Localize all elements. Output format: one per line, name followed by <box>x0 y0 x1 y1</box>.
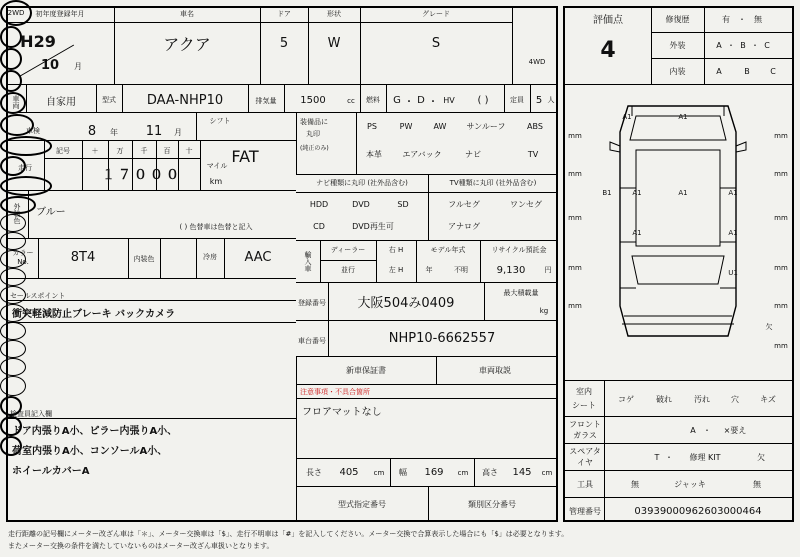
front-glass-x: ×要え <box>723 425 747 435</box>
displacement-value: 1500 <box>300 94 326 106</box>
repair-dot: ・ <box>738 14 746 24</box>
use-value: 自家用 <box>46 96 76 108</box>
manual-label: 車両取説 <box>479 365 511 375</box>
shift-value: FAT <box>231 146 259 166</box>
diagram-mark-a1-m3: A1 <box>728 189 738 197</box>
mileage-mark-label: 記号 <box>56 147 70 155</box>
jack-label: ジャッキ <box>674 479 706 489</box>
footer-line-1: 走行距離の記号欄にメーター改ざん車は「＊」、メーター交換車は「$」、走行不明車は「#」を記入してください。メーター交換で合算表示した場合にも「$」は必要となります。 <box>8 530 569 538</box>
door-label: ドア <box>277 10 291 18</box>
capacity-value: 5 <box>535 94 543 106</box>
mileage-mile: マイル <box>206 162 228 170</box>
navi-dvd-play: DVD再生可 <box>352 221 394 231</box>
color-no-value: 8T4 <box>70 249 96 265</box>
fuel-dot2: ・ <box>428 96 438 108</box>
diagram-mm-left-1: mm <box>568 132 582 140</box>
equip-sunroof: サンルーフ <box>466 121 506 131</box>
equip-navi: ナビ <box>465 149 481 159</box>
spare-tire-x: 欠 <box>757 452 765 462</box>
capacity-unit: 人 <box>547 96 555 104</box>
width-value: 169 <box>424 466 444 478</box>
import-label: 輸入車 <box>304 250 312 272</box>
floor-mat-note: フロアマットなし <box>302 406 382 418</box>
fuel-dot1: ・ <box>404 96 414 108</box>
height-value: 145 <box>512 466 532 478</box>
equip-abs: ABS <box>527 121 543 131</box>
tools-label: 工具 <box>577 479 593 489</box>
rating-title: 評価点 <box>593 14 623 26</box>
inspection-note-3: ホイールカバーA <box>12 465 90 477</box>
height-unit: cm <box>541 469 553 477</box>
inspection-label: 車検 <box>26 127 40 135</box>
height-label: 高さ <box>482 467 498 477</box>
repair-label: 修復歴 <box>665 14 690 24</box>
diagram-mark-u1: U1 <box>728 269 738 277</box>
interior-koge: コゲ <box>618 394 634 404</box>
exterior-color-value: ブルー <box>36 206 66 218</box>
mileage-value: １７０００ <box>101 167 182 183</box>
diagram-mm-left-5: mm <box>568 302 582 310</box>
interior-c: C <box>770 66 776 76</box>
tv-oneseg: ワンセグ <box>510 199 542 209</box>
shift-label: シフト <box>209 117 231 125</box>
mileage-juu: 十 <box>185 147 193 155</box>
length-label: 長さ <box>306 467 322 477</box>
recycle-yen: 円 <box>544 266 552 274</box>
serial-label: 管理番号 <box>569 506 601 516</box>
front-glass-dot: ・ <box>703 425 711 435</box>
model-year-label: モデル年式 <box>430 246 466 254</box>
interior-label: 内装 <box>669 66 686 76</box>
max-load-kg: kg <box>539 307 549 315</box>
exterior-dot2: ・ <box>751 40 759 50</box>
tv-fullseg: フルセグ <box>448 199 480 209</box>
model-year-unit: 年 <box>425 266 433 274</box>
equip-label: 装備品に <box>300 118 328 126</box>
equip-ps: PS <box>367 121 377 131</box>
tv-block-title: TV種類に丸印 (社外品含む) <box>449 179 537 187</box>
repair-yes: 有 <box>722 14 730 24</box>
car-name-label: 車名 <box>180 10 194 18</box>
diagram-mark-a1-l2: A1 <box>728 229 738 237</box>
diagram-mark-a1-top-left: A1 <box>622 113 632 121</box>
aircon-label: 冷房 <box>203 253 217 261</box>
interior-kizu: キズ <box>760 394 776 404</box>
chassis-value: NHP10-6662557 <box>388 330 496 346</box>
type-no-label: 型式指定番号 <box>338 499 386 509</box>
exterior-label: 外装 <box>669 40 686 50</box>
sales-label: セールスポイント <box>10 292 66 300</box>
sales-text: 衝突軽減防止ブレーキ バックカメラ <box>12 308 176 320</box>
spare-tire-label: スペアタイヤ <box>569 447 601 467</box>
diagram-mm-left-3: mm <box>568 214 582 222</box>
diagram-mm-right-3: mm <box>774 214 788 222</box>
equip-airbag: エアバック <box>402 149 442 159</box>
interior-yogore: 汚れ <box>694 394 710 404</box>
color-note: ( ) 色替車は色替と記入 <box>179 223 253 231</box>
interior-b: B <box>744 66 750 76</box>
import-dealer: ディーラー <box>330 246 366 254</box>
fuel-g: G <box>393 94 401 106</box>
fuel-label: 燃料 <box>366 96 380 104</box>
jack-value: 無 <box>753 479 761 489</box>
import-right-h: 右 H <box>388 246 404 254</box>
diagram-mark-a1-top-right: A1 <box>678 113 688 121</box>
navi-block-title: ナビ種類に丸印 (社外品含む) <box>316 179 408 187</box>
grade-label: グレード <box>422 10 450 18</box>
first-reg-label: 初年度登録年月 <box>35 10 85 18</box>
capacity-label: 定員 <box>510 96 524 104</box>
drive-4wd-label: 4WD <box>528 58 546 66</box>
drive-2wd-circle: 2WD <box>0 0 32 26</box>
recycle-label: リサイクル預託金 <box>491 246 547 254</box>
vehicle-diagram <box>588 92 768 352</box>
interior-ana: 穴 <box>731 394 739 404</box>
car-name-value: アクア <box>163 34 211 54</box>
first-reg-month-unit: 月 <box>74 61 82 71</box>
caution-label: 注意事項・不具合箇所 <box>300 388 370 396</box>
diagram-mm-right-4: mm <box>774 264 788 272</box>
color-no-label: カラー No. <box>12 249 34 266</box>
footer-line-2: またメーター交換の条件を満たしていないものはメーター改ざん車扱いとなります。 <box>8 542 274 550</box>
inspection-notes-label: 検査員記入欄 <box>10 410 52 418</box>
rating-score: 4 <box>600 37 616 63</box>
shape-value: W <box>327 35 341 51</box>
diagram-mm-right-5: mm <box>774 302 788 310</box>
diagram-mm-left-4: mm <box>568 264 582 272</box>
width-unit: cm <box>457 469 469 477</box>
door-value: 5 <box>279 35 289 51</box>
equip-label2: 丸印 <box>306 130 320 138</box>
interior-color-label: 内装色 <box>133 254 155 263</box>
navi-cd: CD <box>313 221 325 231</box>
model-code-value: DAA-NHP10 <box>146 92 224 108</box>
navi-dvd: DVD <box>352 199 370 209</box>
exterior-a: A <box>716 40 722 50</box>
exterior-b: B <box>740 40 746 50</box>
diagram-mark-a1-l1: A1 <box>632 229 642 237</box>
spare-tire-t: T <box>654 452 660 462</box>
serial-value: 03939000962603000464 <box>634 505 762 517</box>
reg-no-value: 大阪504み0409 <box>357 295 455 311</box>
diagram-mark-b1: B1 <box>602 189 612 197</box>
inspection-month: 11 <box>145 123 163 139</box>
displacement-label: 排気量 <box>255 96 277 105</box>
interior-table-title2: シート <box>572 400 596 410</box>
cc-unit: cc <box>347 97 355 105</box>
inspection-month-unit: 月 <box>174 127 182 137</box>
exterior-color-label: 外装色 <box>13 202 21 224</box>
inspection-year-unit: 年 <box>110 127 118 137</box>
import-left-h: 左 H <box>388 266 404 274</box>
width-label: 幅 <box>399 467 407 477</box>
diagram-mm-left-2: mm <box>568 170 582 178</box>
mileage-plus: ＋ <box>91 147 99 155</box>
front-glass-a: A <box>690 425 696 435</box>
mileage-km: km <box>209 176 223 186</box>
first-reg-year: H29 <box>20 31 56 51</box>
shape-label: 形状 <box>327 10 341 18</box>
diagram-mark-a1-m1: A1 <box>632 189 642 197</box>
spare-tire-dot: ・ <box>665 452 673 462</box>
warranty-label: 新車保証書 <box>346 365 386 375</box>
recycle-value: 9,130 <box>496 264 526 276</box>
model-year-unknown: 不明 <box>454 266 468 274</box>
exterior-c: C <box>764 40 770 50</box>
fuel-paren: ( ) <box>477 94 489 106</box>
tv-analog: アナログ <box>448 221 480 231</box>
diagram-mark-a1-m2: A1 <box>678 189 688 197</box>
navi-sd: SD <box>397 199 409 209</box>
front-glass-label: フロントガラス <box>569 420 601 440</box>
chassis-label: 車台番号 <box>298 336 326 345</box>
navi-hdd: HDD <box>309 199 329 209</box>
mileage-sen: 千 <box>140 147 148 155</box>
equip-aw: AW <box>433 121 447 131</box>
mileage-label: 走行 <box>18 164 32 172</box>
inspection-year: 8 <box>87 123 97 139</box>
repair-no: 無 <box>754 14 762 24</box>
use-label: 車両 <box>12 95 20 109</box>
mileage-hyaku: 百 <box>163 147 171 155</box>
length-unit: cm <box>373 469 385 477</box>
exterior-dot1: ・ <box>727 40 735 50</box>
equip-note: (純正のみ) <box>300 144 329 152</box>
tools-value: 無 <box>631 479 639 489</box>
grade-value: S <box>431 35 441 51</box>
max-load-label: 最大積載量 <box>503 289 539 297</box>
first-reg-month: 10 <box>40 57 60 73</box>
equip-pw: PW <box>399 121 413 131</box>
length-value: 405 <box>339 466 359 478</box>
equip-leather: 本革 <box>366 149 382 159</box>
interior-a: A <box>716 66 722 76</box>
interior-table-title: 室内 <box>576 386 592 396</box>
reg-no-label: 登録番号 <box>298 298 326 307</box>
diagram-mm-right-1: mm <box>774 132 788 140</box>
import-parallel: 並行 <box>341 266 355 274</box>
fuel-hv: HV <box>443 95 455 105</box>
spare-tire-kit: 修理 KIT <box>689 452 721 462</box>
diagram-mm-right-2: mm <box>774 170 788 178</box>
aircon-value: AAC <box>244 249 272 265</box>
model-code-label: 型式 <box>102 96 116 104</box>
diagram-mark-x: 欠 <box>765 323 773 331</box>
diagram-mm-right-6: mm <box>774 342 788 350</box>
class-no-label: 類別区分番号 <box>468 499 516 509</box>
interior-yabure: 破れ <box>656 394 672 404</box>
equip-tv: TV <box>527 149 539 159</box>
inspection-note-2: 荷室内張りA小、コンソールA小、 <box>12 445 168 457</box>
fuel-d: D <box>417 94 425 106</box>
mileage-man: 万 <box>116 147 124 155</box>
inspection-note-1: ドア内張りA小、ピラー内張りA小、 <box>12 425 178 437</box>
